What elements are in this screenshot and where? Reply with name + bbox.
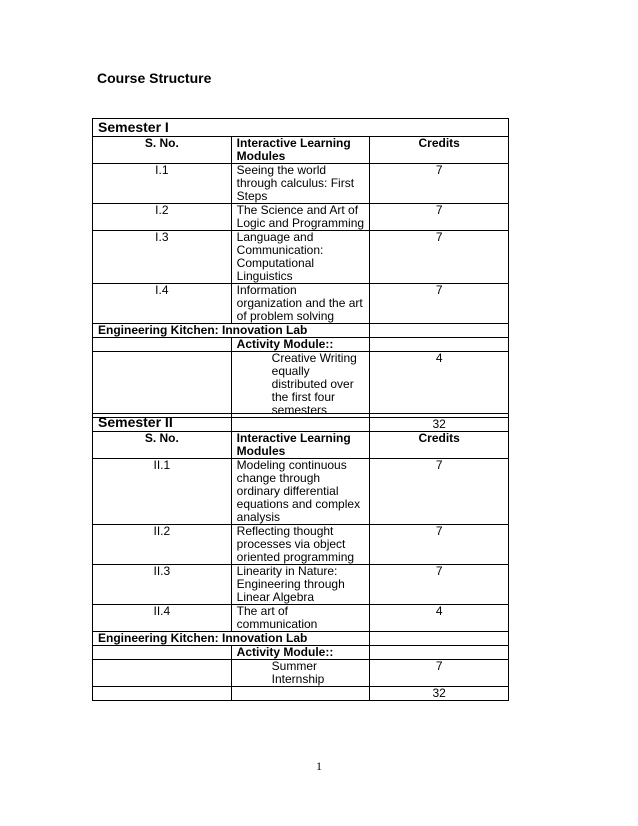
empty-cell — [93, 338, 232, 352]
column-header-module: Interactive Learning Modules — [231, 432, 370, 459]
semester-1-title: Semester I — [93, 119, 509, 137]
row-credits: 7 — [370, 459, 509, 525]
table-row — [93, 284, 509, 324]
row-module: The art of communication — [231, 605, 370, 632]
activity-label-row — [93, 646, 509, 660]
table-row — [93, 204, 509, 231]
row-module: Linearity in Nature: Engineering through Linear Algebra — [231, 565, 370, 605]
row-credits: 7 — [370, 525, 509, 565]
row-sno: II.4 — [93, 605, 232, 632]
table-row — [93, 605, 509, 632]
lab-row — [93, 324, 509, 338]
page-number: 1 — [316, 759, 322, 773]
semester-2-title-row — [93, 414, 509, 432]
row-credits: 7 — [370, 284, 509, 324]
semester-1-table — [92, 118, 509, 432]
activity-label-row — [93, 338, 509, 352]
row-module: The Science and Art of Logic and Programming — [231, 204, 370, 231]
activity-credits: 4 — [370, 352, 509, 418]
activity-module-label: Activity Module:: — [231, 338, 370, 352]
empty-cell — [370, 646, 509, 660]
total-credits: 32 — [370, 418, 509, 432]
table-row — [93, 565, 509, 605]
empty-cell — [93, 352, 232, 418]
row-sno: II.2 — [93, 525, 232, 565]
empty-cell — [93, 646, 232, 660]
table-row — [93, 164, 509, 204]
empty-cell — [231, 687, 370, 701]
table-row — [93, 459, 509, 525]
row-module: Information organization and the art of problem solving — [231, 284, 370, 324]
activity-row — [93, 352, 509, 418]
activity-module: Creative Writing equally distributed over the first four semesters — [231, 352, 370, 418]
row-credits: 7 — [370, 231, 509, 284]
activity-credits: 7 — [370, 660, 509, 687]
empty-cell — [93, 660, 232, 687]
semester-2-title: Semester II — [93, 414, 509, 432]
row-sno: I.4 — [93, 284, 232, 324]
lab-label: Engineering Kitchen: Innovation Lab — [93, 324, 370, 338]
activity-module-label: Activity Module:: — [231, 646, 370, 660]
row-sno: I.3 — [93, 231, 232, 284]
row-credits: 7 — [370, 204, 509, 231]
page-heading: Course Structure — [97, 70, 212, 86]
table-row — [93, 525, 509, 565]
column-header-module: Interactive Learning Modules — [231, 137, 370, 164]
lab-row — [93, 632, 509, 646]
row-sno: I.2 — [93, 204, 232, 231]
row-credits: 7 — [370, 164, 509, 204]
column-header-sno: S. No. — [93, 432, 232, 459]
column-header-credits: Credits — [370, 432, 509, 459]
column-header-credits: Credits — [370, 137, 509, 164]
semester-2-table — [92, 413, 509, 701]
total-credits: 32 — [370, 687, 509, 701]
row-module: Reflecting thought processes via object oriented programming — [231, 525, 370, 565]
table-row — [93, 231, 509, 284]
row-sno: I.1 — [93, 164, 232, 204]
lab-credits — [370, 632, 509, 646]
row-sno: II.1 — [93, 459, 232, 525]
lab-credits — [370, 324, 509, 338]
row-sno: II.3 — [93, 565, 232, 605]
semester-1-title-row — [93, 119, 509, 137]
row-module: Language and Communication: Computational Linguistics — [231, 231, 370, 284]
empty-cell — [93, 687, 232, 701]
lab-label: Engineering Kitchen: Innovation Lab — [93, 632, 370, 646]
row-module: Seeing the world through calculus: First Steps — [231, 164, 370, 204]
activity-module: Summer Internship — [231, 660, 370, 687]
total-row — [93, 687, 509, 701]
semester-2-header-row — [93, 432, 509, 459]
empty-cell — [370, 338, 509, 352]
row-module: Modeling continuous change through ordinary differential equations and complex analysis — [231, 459, 370, 525]
column-header-sno: S. No. — [93, 137, 232, 164]
semester-1-header-row — [93, 137, 509, 164]
activity-row — [93, 660, 509, 687]
row-credits: 4 — [370, 605, 509, 632]
row-credits: 7 — [370, 565, 509, 605]
